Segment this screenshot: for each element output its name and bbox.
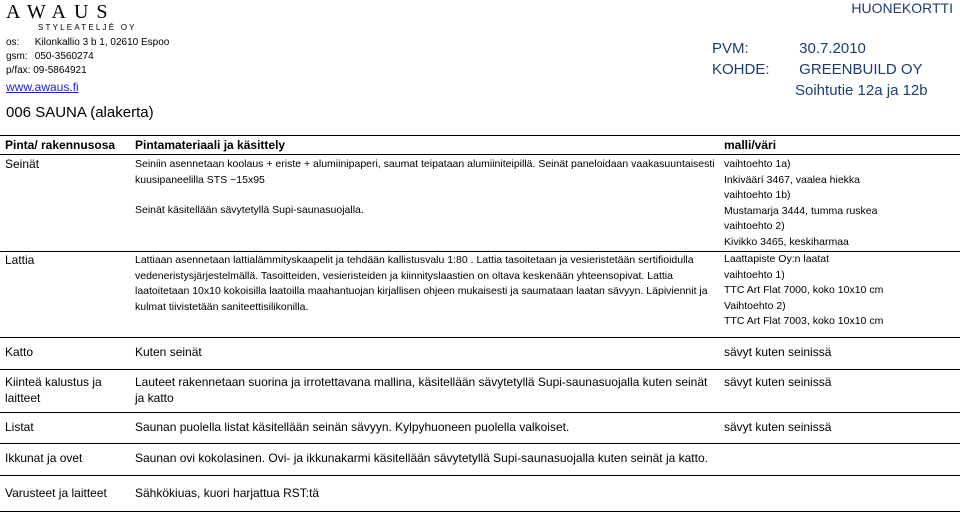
fixed-furniture-label: Kiinteä kalustus ja laitteet [5, 375, 102, 405]
ceiling-material: Kuten seinät [135, 345, 202, 359]
table-row-equipment [0, 476, 960, 512]
target-value: GREENBUILD OY [799, 61, 923, 78]
floor-model-4: Vaihtoehto 2) [724, 299, 786, 312]
company-contact [6, 36, 169, 95]
floor-model-1: Laattapiste Oy:n laatat [724, 253, 830, 265]
floor-model-2: vaihtoehto 1) [724, 268, 785, 281]
windows-doors-model [723, 444, 960, 475]
table-row-walls [0, 155, 960, 252]
fixed-furniture-model: sävyt kuten seinissä [724, 375, 832, 389]
website-link[interactable]: www.awaus.fi [6, 80, 79, 94]
ceiling-model: sävyt kuten seinissä [724, 345, 832, 359]
target-label: KOHDE: [712, 61, 770, 78]
table-row-ceiling [0, 338, 960, 370]
equipment-material: Sähkökiuas, kuori harjattua RST:tä [135, 486, 320, 500]
walls-material-p2: Seinät käsitellään sävytetyllä Supi-saunasuojalla. [135, 204, 364, 216]
trims-model: sävyt kuten seinissä [724, 420, 832, 434]
table-row-trims [0, 413, 960, 444]
table-row-fixed-furniture [0, 370, 960, 413]
document-type: HUONEKORTTI [851, 0, 953, 16]
fixed-furniture-material: Lauteet rakennetaan suorina ja irrotettavana mallina, käsitellään sävytetyllä Supi-saunasuojalla kuten seinät ja katto [135, 375, 708, 405]
date-value: 30.7.2010 [799, 40, 866, 57]
walls-model-2: Inkiväärí 3467, vaalea hiekka [724, 173, 861, 186]
floor-label: Lattia [5, 253, 35, 267]
equipment-label: Varusteet ja laitteet [5, 486, 107, 500]
windows-doors-material: Saunan ovi kokolasinen. Ovi- ja ikkunakarmi käsitellään sävytetyllä Supi-saunasuojalla kuten seinät ja katto. [135, 451, 708, 465]
walls-model-5: vaihtoehto 2) [724, 220, 785, 232]
room-title: 006 SAUNA (alakerta) [6, 104, 154, 121]
fax-value: 09-5864921 [33, 65, 87, 76]
walls-model-3: vaihtoehto 1b) [724, 189, 791, 201]
header-surface: Pinta/ rakennusosa [5, 138, 116, 152]
walls-label: Seinät [5, 157, 40, 171]
date-row [712, 38, 928, 59]
floor-material: Lattiaan asennetaan lattialämmityskaapelit ja tehdään kallistusvalu 1:80 . Lattia tasoitetaan ja vesieristetään sertifioidulla vedeneristysjärjestelmällä. Tasoitteiden, vesieristeiden ja kiinnityslaastien on oltava keskenään yhteensopivat. Lattia laatoitetaan 10x10 kokoisilla laatoilla maahantuojan kirjallisen ohjeen mukaisesti ja saumataan laatan sävyyn. Läpiviennit ja kulmat tiivistetään saniteettisilikonilla. [135, 254, 708, 313]
trims-label: Listat [5, 420, 34, 434]
table-row-floor [0, 252, 960, 338]
windows-doors-label: Ikkunat ja ovet [5, 451, 83, 465]
logo-subtitle: STYLEATELJÉ OY [38, 23, 137, 32]
floor-models [723, 252, 960, 337]
gsm-value: 050-3560274 [34, 51, 94, 62]
header-model: malli/väri [724, 138, 777, 152]
gsm-label: gsm: [6, 51, 28, 62]
trims-material: Saunan puolella listat käsitellään seinän sävyyn. Kylpyhuoneen puolella valkoiset. [135, 420, 570, 434]
company-logo [6, 1, 137, 33]
equipment-model [723, 476, 960, 511]
fax-row [6, 64, 169, 78]
gsm-row [6, 50, 169, 64]
walls-model-1: vaihtoehto 1a) [724, 158, 791, 170]
floor-model-3: TTC Art Flat 7000, koko 10x10 cm [724, 284, 884, 296]
ceiling-label: Katto [5, 345, 34, 359]
address-row [6, 36, 169, 50]
walls-models [723, 155, 960, 251]
walls-material [130, 155, 723, 251]
table-row-windows-doors [0, 444, 960, 476]
target-address: Soihtutie 12a ja 12b [795, 82, 928, 99]
target-row [712, 59, 928, 80]
floor-model-5: TTC Art Flat 7003, koko 10x10 cm [724, 315, 884, 327]
address-label: os: [6, 37, 20, 48]
walls-model-4: Mustamarja 3444, tumma ruskea [724, 204, 878, 217]
walls-model-6: Kivikko 3465, keskiharmaa [724, 235, 849, 248]
room-card-table [0, 135, 960, 512]
address-value: Kilonkallio 3 b 1, 02610 Espoo [34, 37, 170, 48]
fax-label: p/fax: [6, 65, 31, 76]
header-material: Pintamateriaali ja käsittely [135, 138, 286, 152]
date-label: PVM: [712, 40, 749, 57]
logo-wordmark: AWAUS [6, 1, 116, 23]
table-header-row [0, 136, 960, 155]
document-meta [712, 38, 928, 101]
walls-material-p1: Seiniin asennetaan koolaus + eriste + alumiinipaperi, saumat teipataan alumiiniteipillä. Seinät paneloidaan vaakasuuntaisesti kuusipaneelilla STS ~15x95 [135, 158, 715, 186]
